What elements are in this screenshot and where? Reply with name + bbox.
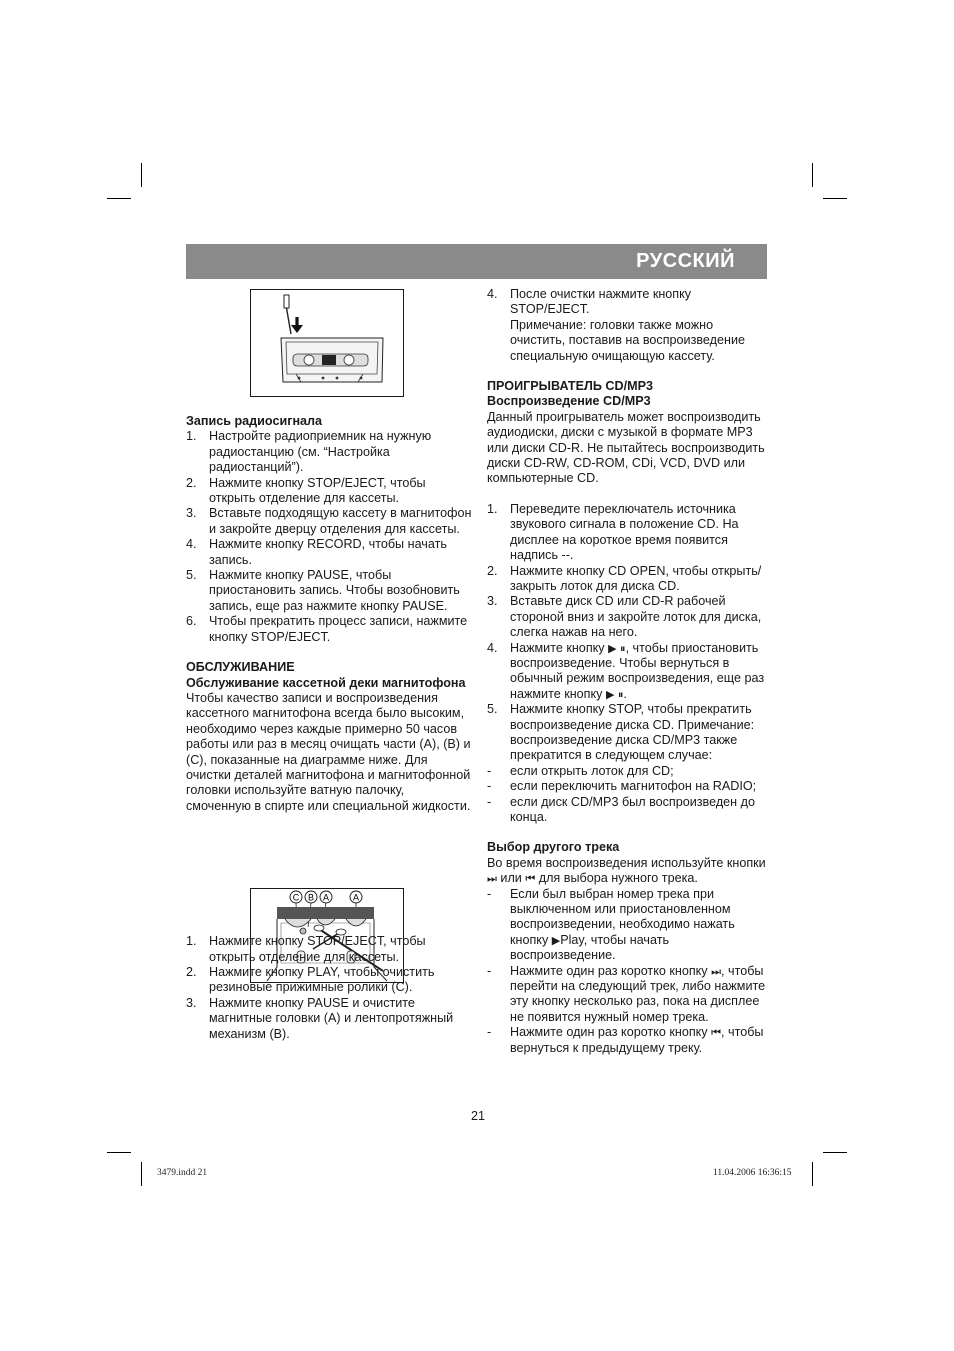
crop-mark xyxy=(823,1152,847,1153)
right-column xyxy=(487,287,771,1056)
list-item: 6. Чтобы прекратить процесс записи, нажмите кнопку STOP/EJECT. xyxy=(186,614,468,644)
list-item: 2. Нажмите кнопку PLAY, чтобы очистить резиновые прижимные ролики (C). xyxy=(186,964,435,995)
cassette-figure xyxy=(250,289,404,397)
label-c: C xyxy=(292,892,300,903)
next-track-icon: ⏭ xyxy=(487,872,497,886)
list-item: 1. Настройте радиоприемник на нужную радиостанцию (см. “Настройка радиостанций”). xyxy=(186,429,432,475)
play-pause-icon: ▶ ⏸ xyxy=(605,687,624,701)
file-slug: 3479.indd 21 xyxy=(157,1168,208,1178)
list-item: 1. Нажмите кнопку STOP/EJECT, чтобы открыть отделение для кассеты. xyxy=(186,934,426,964)
radio-record-list xyxy=(186,429,472,645)
cassette-insertion-illustration xyxy=(251,290,403,396)
language-header xyxy=(186,244,767,279)
maintenance-title: ОБСЛУЖИВАНИЕ xyxy=(186,660,295,675)
label-a2: A xyxy=(352,892,360,903)
cd-dash-list xyxy=(487,764,771,826)
track-list xyxy=(487,887,771,1056)
radio-record-title: Запись радиосигнала xyxy=(186,414,323,428)
list-item: - Если был выбран номер трека при выключенном или приостановленном воспроизведении, необходимо нажать кнопку ▶Play, чтобы начать воспроизведение. xyxy=(487,886,735,963)
crop-mark xyxy=(107,1152,131,1153)
play-icon: ▶ xyxy=(551,933,561,947)
list-item: - если переключить магнитофон на RADIO; xyxy=(487,779,757,794)
track-intro: Во время воспроизведения используйте кнопки ⏭ или ⏮ для выбора нужного трека. xyxy=(487,855,766,886)
cd-title: ПРОИГРЫВАТЕЛЬ CD/MP3 xyxy=(487,379,653,394)
crop-mark xyxy=(107,198,131,199)
cd-paragraph: Данный проигрыватель может воспроизводить аудиодиски, диски с музыкой в формате MP3 или диски CD-R. Не пытайтесь воспроизводить диски CD-RW, CD-ROM, CDi, VCD, DVD или компьютерные CD. xyxy=(487,409,765,486)
previous-track-icon: ⏮ xyxy=(525,872,536,886)
next-track-icon: ⏭ xyxy=(711,964,722,978)
crop-mark xyxy=(812,1162,813,1186)
crop-mark xyxy=(812,163,813,187)
list-item: 5. Нажмите кнопку PAUSE, чтобы приостановить запись. Чтобы возобновить запись, еще раз нажмите кнопку PAUSE. xyxy=(186,568,460,613)
track-title: Выбор другого трека xyxy=(487,840,620,855)
play-pause-icon: ▶ ⏸ xyxy=(608,641,626,655)
maintenance-subtitle: Обслуживание кассетной деки магнитофона xyxy=(186,675,466,690)
note-text: Примечание: головки также можно очистить, поставив на воспроизведение специальную очищающую кассету. xyxy=(510,317,745,363)
crop-mark xyxy=(141,163,142,187)
list-item: 4. После очистки нажмите кнопку STOP/EJECT. Примечание: головки также можно очистить, поставив на воспроизведение специальную очищающую кассету. xyxy=(487,287,745,363)
list-item: 2. Нажмите кнопку STOP/EJECT, чтобы открыть отделение для кассеты. xyxy=(186,475,426,506)
left-column xyxy=(186,414,472,1042)
language-title: РУССКИЙ xyxy=(636,250,735,272)
date-slug: 11.04.2006 16:36:15 xyxy=(713,1168,792,1178)
list-item: 3. Вставьте диск CD или CD-R рабочей стороной вниз и закройте лоток для диска, слегка нажав на него. xyxy=(487,594,762,640)
page-number: 21 xyxy=(470,1109,485,1123)
crop-mark xyxy=(823,198,847,199)
list-item: 5. Нажмите кнопку STOP, чтобы прекратить воспроизведение диска CD. Примечание: воспроизведение диска CD/MP3 также прекратится в следующем случае: xyxy=(487,702,755,763)
list-item: 3. Вставьте подходящую кассету в магнитофон и закройте дверцу отделения для кассеты. xyxy=(186,506,472,536)
cd-subtitle: Воспроизведение CD/MP3 xyxy=(487,394,651,409)
previous-track-icon: ⏮ xyxy=(711,1026,722,1040)
list-item: - если открыть лоток для CD; xyxy=(487,763,674,778)
list-item: 4. Нажмите кнопку ▶ ⏸, чтобы приостановить воспроизведение. Чтобы вернуться в обычный режим воспроизведения, еще раз нажмите кнопку ▶ ⏸. xyxy=(487,640,765,701)
maintenance-cont-list xyxy=(487,287,771,364)
list-item: 1. Переведите переключатель источника звукового сигнала в положение CD. На дисплее на короткое время появится надпись --. xyxy=(487,501,739,563)
list-item: - если диск CD/MP3 был воспроизведен до конца. xyxy=(487,794,755,824)
list-item: 4. Нажмите кнопку RECORD, чтобы начать запись. xyxy=(186,537,447,567)
maintenance-paragraph: Чтобы качество записи и воспроизведения кассетного магнитофона всегда было высоким, необходимо через каждые примерно 50 часов работы или раз в месяц очищать части (A), (B) и (C), показанные на диаграмме ниже. Для очистки деталей магнитофона и магнитофонной головки используйте ватную палочку, смоченную в спирте или специальной жидкости. xyxy=(186,690,471,813)
label-b: B xyxy=(307,892,315,903)
maintenance-list xyxy=(186,934,472,1042)
label-a: A xyxy=(322,892,330,903)
list-item: 3. Нажмите кнопку PAUSE и очистите магнитные головки (A) и лентопротяжный механизм (B). xyxy=(186,995,454,1041)
list-item: - Нажмите один раз коротко кнопку ⏭, чтобы перейти на следующий трек, либо нажмите эту кнопку несколько раз, пока на дисплее не появится нужный номер трека. xyxy=(487,963,766,1024)
cd-list xyxy=(487,502,771,764)
list-item: - Нажмите один раз коротко кнопку ⏮, чтобы вернуться к предыдущему треку. xyxy=(487,1025,764,1055)
list-item: 2. Нажмите кнопку CD OPEN, чтобы открыть/закрыть лоток для диска CD. xyxy=(487,563,762,593)
crop-mark xyxy=(141,1162,142,1186)
